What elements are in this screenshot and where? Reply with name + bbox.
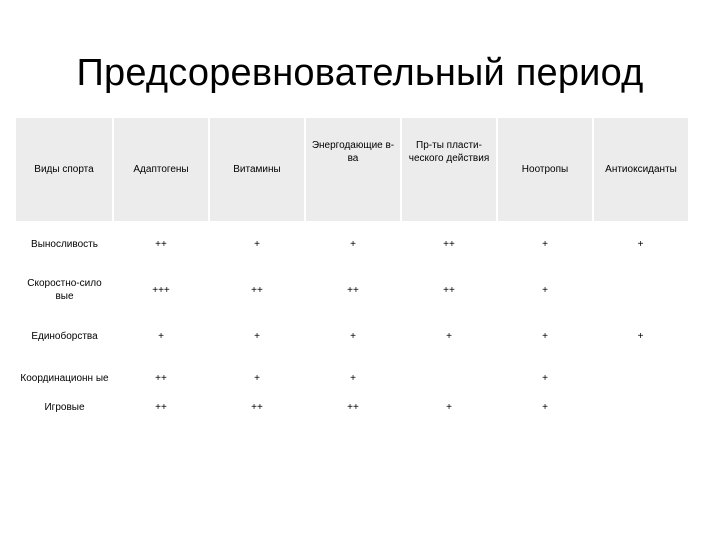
row-label-cell: Выносливость [31, 238, 98, 250]
table-cell: ++ [347, 284, 359, 296]
table-cell: + [542, 330, 548, 342]
table-cell: + [350, 372, 356, 384]
header-antioxidants: Антиоксиданты [593, 118, 688, 221]
table-cell [401, 359, 497, 397]
table-cell: + [350, 330, 356, 342]
table-cell [593, 397, 688, 417]
header-vitamins: Витамины [209, 118, 305, 221]
table-cell: +++ [152, 284, 170, 296]
table-row [16, 267, 688, 313]
table-cell: + [542, 284, 548, 296]
supplements-table [16, 118, 688, 417]
table-cell [593, 359, 688, 397]
table-cell: + [542, 238, 548, 250]
header-adaptogens: Адаптогены [113, 118, 209, 221]
table-row [16, 359, 688, 397]
row-label-cell: Единоборства [31, 330, 98, 342]
header-sport-type: Виды спорта [16, 118, 113, 221]
table-cell: ++ [443, 238, 455, 250]
supplements-table-container [16, 118, 688, 417]
slide-title: Предсоревновательный период [76, 52, 644, 94]
table-cell: + [542, 372, 548, 384]
table-cell: + [446, 330, 452, 342]
table-cell: + [637, 330, 644, 342]
table-cell: + [542, 401, 548, 413]
table-cell: + [446, 401, 452, 413]
table-cell: + [350, 238, 356, 250]
table-row [16, 221, 688, 267]
table-cell: ++ [251, 401, 263, 413]
table-cell [593, 267, 688, 313]
header-energy-substances: Энергодающие в-ва [305, 118, 401, 221]
table-cell: + [158, 330, 164, 342]
table-row [16, 313, 688, 359]
table-row [16, 397, 688, 417]
header-nootropics: Ноотропы [497, 118, 593, 221]
table-cell: + [254, 330, 260, 342]
row-label-cell: Скоростно-сило вые [27, 278, 102, 302]
table-header-row [16, 118, 688, 221]
table-cell: + [254, 238, 260, 250]
table-cell: ++ [155, 238, 167, 250]
row-label-cell: Игровые [44, 401, 85, 413]
table-cell: ++ [443, 284, 455, 296]
table-cell: + [637, 238, 644, 250]
table-cell: + [254, 372, 260, 384]
row-label-cell: Координационн ые [20, 372, 109, 384]
table-cell: ++ [155, 401, 167, 413]
table-cell: ++ [347, 401, 359, 413]
table-cell: ++ [251, 284, 263, 296]
header-plastic-action-preparations: Пр-ты пласти-ческого действия [401, 118, 497, 221]
table-cell: ++ [155, 372, 167, 384]
